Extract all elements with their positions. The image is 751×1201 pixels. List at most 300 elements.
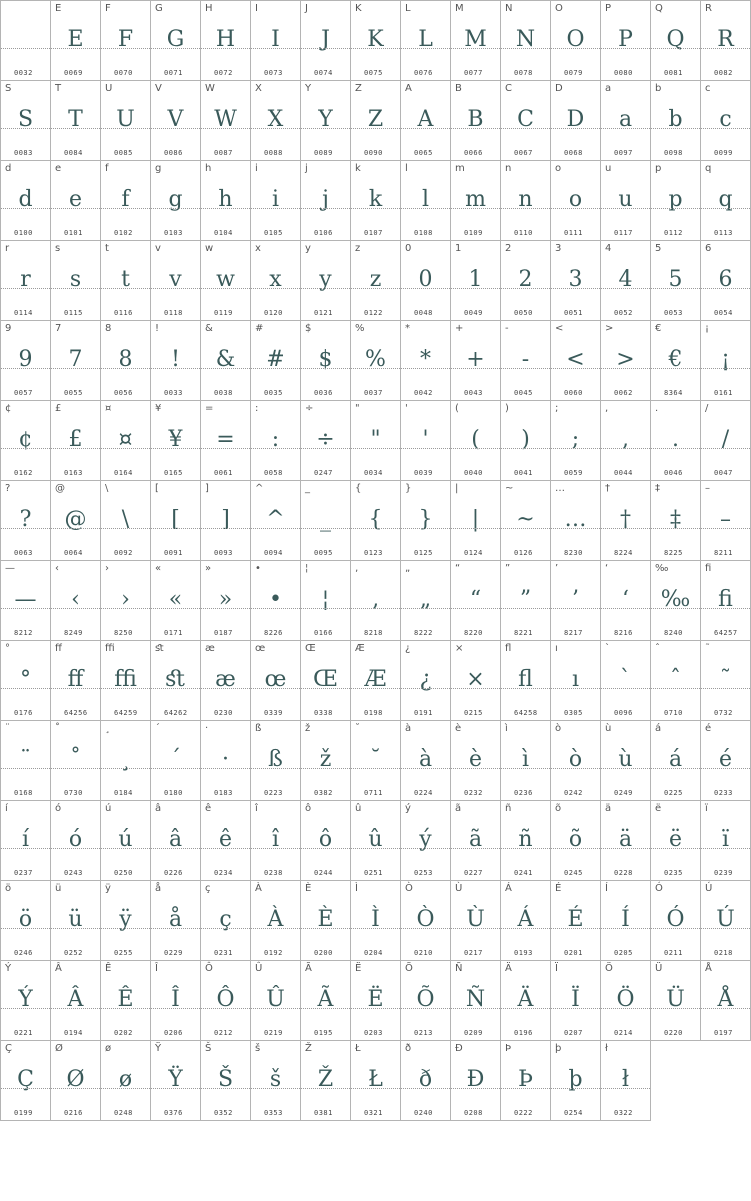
baseline-guide <box>601 928 650 929</box>
baseline-guide <box>651 848 700 849</box>
glyph-code: 0242 <box>564 789 583 797</box>
glyph-label: æ <box>205 643 215 654</box>
glyph-code: 0214 <box>614 1029 633 1037</box>
glyph-label: o <box>555 163 562 174</box>
glyph-cell <box>651 481 701 561</box>
glyph-label: e <box>55 163 62 174</box>
baseline-guide <box>51 608 100 609</box>
glyph-code: 0115 <box>64 309 83 317</box>
glyph-sample: Ÿ <box>168 1067 183 1092</box>
glyph-sample: ï <box>721 827 730 852</box>
glyph-label: E <box>55 3 62 14</box>
glyph-label: ‡ <box>655 483 660 494</box>
baseline-guide <box>51 1088 100 1089</box>
baseline-guide <box>551 848 600 849</box>
glyph-cell <box>201 561 251 641</box>
glyph-cell <box>451 481 501 561</box>
baseline-guide <box>101 848 150 849</box>
glyph-cell <box>701 721 751 801</box>
glyph-sample: ò <box>568 747 583 772</box>
glyph-sample: š <box>269 1067 282 1092</box>
baseline-guide <box>101 928 150 929</box>
glyph-code: 0106 <box>314 229 333 237</box>
glyph-sample: S <box>17 107 34 132</box>
glyph-code: 0083 <box>14 149 33 157</box>
glyph-label: f <box>105 163 109 174</box>
glyph-code: 0184 <box>114 789 133 797</box>
glyph-sample: h <box>218 187 233 212</box>
glyph-cell <box>51 1 101 81</box>
glyph-cell <box>601 881 651 961</box>
glyph-code: 0195 <box>314 1029 333 1037</box>
glyph-cell <box>451 1 501 81</box>
glyph-code: 0078 <box>514 69 533 77</box>
glyph-label: õ <box>555 803 562 814</box>
glyph-cell <box>551 1041 601 1121</box>
glyph-sample: ø <box>118 1067 133 1092</box>
glyph-sample: æ <box>215 667 236 692</box>
glyph-label: h <box>205 163 212 174</box>
glyph-sample: Ž <box>317 1067 334 1092</box>
glyph-code: 8216 <box>614 629 633 637</box>
glyph-label: S <box>5 83 12 94</box>
baseline-guide <box>551 688 600 689</box>
baseline-guide <box>201 688 250 689</box>
baseline-guide <box>201 608 250 609</box>
glyph-label: É <box>555 883 562 894</box>
glyph-sample: X <box>267 107 284 132</box>
glyph-sample: e <box>68 187 83 212</box>
glyph-sample: l <box>421 187 430 212</box>
glyph-cell <box>1 801 51 881</box>
glyph-label: + <box>455 323 464 334</box>
glyph-code: 0191 <box>414 709 433 717</box>
glyph-sample: u <box>618 187 633 212</box>
glyph-label: Á <box>505 883 512 894</box>
glyph-sample: A <box>417 107 434 132</box>
baseline-guide <box>51 768 100 769</box>
glyph-label: # <box>255 323 264 334</box>
baseline-guide <box>51 368 100 369</box>
glyph-code: 0165 <box>164 469 183 477</box>
baseline-guide <box>501 48 550 49</box>
glyph-code: 0077 <box>464 69 483 77</box>
baseline-guide <box>501 928 550 929</box>
glyph-code: 0376 <box>164 1109 183 1117</box>
baseline-guide <box>601 48 650 49</box>
glyph-sample: H <box>215 27 236 52</box>
baseline-guide <box>151 368 200 369</box>
baseline-guide <box>351 608 400 609</box>
baseline-guide <box>51 848 100 849</box>
baseline-guide <box>401 608 450 609</box>
glyph-label: ç <box>205 883 211 894</box>
glyph-sample: d <box>18 187 33 212</box>
glyph-sample: ’ <box>572 587 579 612</box>
glyph-cell <box>301 881 351 961</box>
glyph-cell <box>451 961 501 1041</box>
glyph-label: % <box>355 323 365 334</box>
glyph-label: Õ <box>405 963 413 974</box>
glyph-sample: Ê <box>117 987 134 1012</box>
glyph-label: 0 <box>405 243 412 254</box>
baseline-guide <box>701 528 750 529</box>
glyph-code: 0236 <box>514 789 533 797</box>
glyph-sample: ä <box>618 827 633 852</box>
glyph-code: 0205 <box>614 949 633 957</box>
glyph-code: 0199 <box>14 1109 33 1117</box>
glyph-code: 8218 <box>364 629 383 637</box>
glyph-sample: · <box>222 747 229 772</box>
glyph-sample: [ <box>171 507 180 532</box>
glyph-label: ¸ <box>105 723 110 734</box>
glyph-cell <box>1 641 51 721</box>
glyph-code: 0057 <box>14 389 33 397</box>
glyph-label: ^ <box>255 483 264 494</box>
glyph-sample: — <box>14 587 37 612</box>
glyph-code: 64257 <box>714 629 738 637</box>
glyph-code: 0114 <box>14 309 33 317</box>
glyph-code: 0088 <box>264 149 283 157</box>
glyph-cell <box>451 321 501 401</box>
glyph-sample: Z <box>367 107 384 132</box>
glyph-cell <box>201 721 251 801</box>
baseline-guide <box>701 208 750 209</box>
glyph-code: 0194 <box>64 1029 83 1037</box>
glyph-cell <box>251 721 301 801</box>
baseline-guide <box>251 928 300 929</box>
glyph-cell <box>601 161 651 241</box>
glyph-cell <box>101 401 151 481</box>
glyph-label: = <box>205 403 214 414</box>
glyph-sample: R <box>717 27 734 52</box>
glyph-label: † <box>605 483 610 494</box>
glyph-cell <box>501 641 551 721</box>
baseline-guide <box>551 128 600 129</box>
glyph-cell <box>151 961 201 1041</box>
glyph-code: 0252 <box>64 949 83 957</box>
glyph-sample: w <box>216 267 235 292</box>
glyph-code: 0125 <box>414 549 433 557</box>
glyph-code: 8225 <box>664 549 683 557</box>
glyph-sample: Æ <box>364 667 387 692</box>
baseline-guide <box>1 928 50 929</box>
glyph-cell <box>601 641 651 721</box>
glyph-cell <box>51 401 101 481</box>
baseline-guide <box>651 48 700 49</box>
glyph-sample: Õ <box>416 987 435 1012</box>
glyph-sample: } <box>418 507 433 532</box>
glyph-code: 0038 <box>214 389 233 397</box>
baseline-guide <box>351 848 400 849</box>
glyph-sample: ë <box>668 827 683 852</box>
glyph-code: 0072 <box>214 69 233 77</box>
glyph-code: 0200 <box>314 949 333 957</box>
glyph-cell <box>201 481 251 561</box>
glyph-sample: Ò <box>416 907 435 932</box>
glyph-cell <box>51 721 101 801</box>
glyph-label: å <box>155 883 162 894</box>
glyph-cell <box>201 961 251 1041</box>
baseline-guide <box>151 768 200 769</box>
glyph-code: 0180 <box>164 789 183 797</box>
glyph-label: B <box>455 83 462 94</box>
baseline-guide <box>601 368 650 369</box>
baseline-guide <box>501 128 550 129</box>
glyph-cell <box>651 401 701 481</box>
glyph-code: 0224 <box>414 789 433 797</box>
glyph-code: 0171 <box>164 629 183 637</box>
glyph-label: t <box>105 243 109 254</box>
glyph-code: 0216 <box>64 1109 83 1117</box>
glyph-cell <box>551 321 601 401</box>
glyph-cell <box>451 721 501 801</box>
glyph-label: Q <box>655 3 663 14</box>
glyph-cell <box>701 321 751 401</box>
glyph-sample: M <box>464 27 487 52</box>
baseline-guide <box>351 448 400 449</box>
glyph-cell <box>301 321 351 401</box>
baseline-guide <box>601 768 650 769</box>
glyph-code: 0229 <box>164 949 183 957</box>
glyph-label: ˚ <box>55 723 60 734</box>
glyph-code: 0071 <box>164 69 183 77</box>
glyph-code: 0121 <box>314 309 333 317</box>
glyph-cell <box>251 481 301 561</box>
glyph-cell <box>551 1 601 81</box>
glyph-label: Î <box>155 963 158 974</box>
baseline-guide <box>501 1008 550 1009</box>
glyph-label: X <box>255 83 262 94</box>
baseline-guide <box>401 288 450 289</box>
glyph-cell <box>501 801 551 881</box>
glyph-cell <box>601 801 651 881</box>
glyph-label: ﬃ <box>105 643 115 654</box>
glyph-code: 0220 <box>664 1029 683 1037</box>
glyph-label: ë <box>655 803 662 814</box>
baseline-guide <box>451 928 500 929</box>
glyph-cell <box>251 881 301 961</box>
glyph-code: 0065 <box>414 149 433 157</box>
glyph-cell <box>601 401 651 481</box>
glyph-sample: ‘ <box>622 587 629 612</box>
glyph-cell <box>351 1041 401 1121</box>
glyph-code: 0122 <box>364 309 383 317</box>
glyph-label: d <box>5 163 12 174</box>
glyph-cell <box>401 1 451 81</box>
glyph-cell <box>551 801 601 881</box>
glyph-code: 0352 <box>214 1109 233 1117</box>
glyph-sample: J <box>321 27 330 52</box>
glyph-sample: £ <box>68 427 83 452</box>
glyph-cell <box>501 241 551 321</box>
baseline-guide <box>651 928 700 929</box>
glyph-sample: ` <box>620 667 631 692</box>
baseline-guide <box>651 688 700 689</box>
glyph-cell <box>151 161 201 241</box>
glyph-label: Í <box>605 883 608 894</box>
glyph-sample: ﬀ <box>67 667 84 692</box>
glyph-label: 6 <box>705 243 712 254</box>
glyph-label: · <box>205 723 209 734</box>
baseline-guide <box>651 1008 700 1009</box>
glyph-label: ‰ <box>655 563 669 574</box>
glyph-sample: Ï <box>571 987 580 1012</box>
glyph-cell <box>1 961 51 1041</box>
glyph-cell <box>401 321 451 401</box>
baseline-guide <box>451 208 500 209</box>
glyph-label: m <box>455 163 465 174</box>
baseline-guide <box>201 368 250 369</box>
glyph-label: 2 <box>505 243 512 254</box>
glyph-cell <box>351 641 401 721</box>
baseline-guide <box>501 448 550 449</box>
glyph-cell <box>301 241 351 321</box>
glyph-code: 64259 <box>114 709 138 717</box>
glyph-label: þ <box>555 1043 562 1054</box>
glyph-code: 0045 <box>514 389 533 397</box>
glyph-label: K <box>355 3 362 14</box>
glyph-code: 0321 <box>364 1109 383 1117</box>
glyph-cell <box>401 1041 451 1121</box>
baseline-guide <box>501 1088 550 1089</box>
glyph-code: 0091 <box>164 549 183 557</box>
baseline-guide <box>601 1008 650 1009</box>
baseline-guide <box>701 368 750 369</box>
glyph-cell <box>651 161 701 241</box>
glyph-cell <box>401 961 451 1041</box>
glyph-cell <box>301 81 351 161</box>
baseline-guide <box>351 48 400 49</box>
glyph-sample: Ë <box>367 987 384 1012</box>
glyph-sample: - <box>521 347 530 372</box>
baseline-guide <box>501 608 550 609</box>
glyph-sample: ” <box>519 587 532 612</box>
glyph-cell <box>51 561 101 641</box>
glyph-sample: ﬆ <box>165 667 186 692</box>
glyph-sample: \ <box>121 507 130 532</box>
glyph-sample: x <box>269 267 282 292</box>
glyph-code: 0234 <box>214 869 233 877</box>
glyph-code: 0210 <box>414 949 433 957</box>
glyph-label: Y <box>305 83 312 94</box>
glyph-cell <box>551 81 601 161</box>
glyph-sample: Š <box>217 1067 234 1092</box>
baseline-guide <box>551 928 600 929</box>
baseline-guide <box>201 528 250 529</box>
glyph-label: ° <box>5 643 10 654</box>
glyph-label: 8 <box>105 323 112 334</box>
glyph-cell <box>301 561 351 641</box>
baseline-guide <box>201 288 250 289</box>
glyph-sample: # <box>266 347 285 372</box>
baseline-guide <box>351 928 400 929</box>
glyph-code: 0032 <box>14 69 33 77</box>
baseline-guide <box>1 848 50 849</box>
glyph-label: ó <box>55 803 62 814</box>
baseline-guide <box>151 448 200 449</box>
glyph-cell <box>1 481 51 561</box>
glyph-code: 0192 <box>264 949 283 957</box>
glyph-label: ž <box>305 723 311 734</box>
glyph-code: 0226 <box>164 869 183 877</box>
glyph-code: 0207 <box>564 1029 583 1037</box>
glyph-code: 0111 <box>564 229 583 237</box>
glyph-label: < <box>555 323 564 334</box>
glyph-code: 0068 <box>564 149 583 157</box>
glyph-label: » <box>205 563 212 574</box>
glyph-label: œ <box>255 643 266 654</box>
glyph-label: r <box>5 243 10 254</box>
glyph-sample: À <box>267 907 284 932</box>
glyph-code: 8364 <box>664 389 683 397</box>
glyph-code: 0206 <box>164 1029 183 1037</box>
glyph-label: ˆ <box>655 643 660 654</box>
glyph-code: 0237 <box>14 869 33 877</box>
baseline-guide <box>1 128 50 129</box>
baseline-guide <box>51 208 100 209</box>
glyph-code: 0041 <box>514 469 533 477</box>
glyph-code: 0243 <box>64 869 83 877</box>
glyph-label: Ì <box>355 883 358 894</box>
baseline-guide <box>551 768 600 769</box>
baseline-guide <box>501 688 550 689</box>
glyph-cell <box>101 1041 151 1121</box>
glyph-sample: ? <box>19 507 32 532</box>
glyph-label: ~ <box>505 483 514 494</box>
glyph-sample: { <box>368 507 383 532</box>
glyph-label: “ <box>455 563 461 574</box>
glyph-label: Š <box>205 1043 212 1054</box>
glyph-sample: V <box>167 107 184 132</box>
glyph-sample: ó <box>68 827 83 852</box>
glyph-cell <box>101 641 151 721</box>
glyph-label: J <box>305 3 308 14</box>
glyph-cell <box>401 641 451 721</box>
glyph-sample: ç <box>219 907 232 932</box>
baseline-guide <box>151 1088 200 1089</box>
glyph-code: 0248 <box>114 1109 133 1117</box>
baseline-guide <box>1 368 50 369</box>
glyph-code: 0202 <box>114 1029 133 1037</box>
glyph-code: 0241 <box>514 869 533 877</box>
glyph-code: 0054 <box>714 309 733 317</box>
baseline-guide <box>51 528 100 529</box>
glyph-sample: ﬂ <box>518 667 533 692</box>
glyph-sample: É <box>567 907 584 932</box>
glyph-sample: + <box>466 347 485 372</box>
glyph-label: Ú <box>705 883 713 894</box>
glyph-sample: ú <box>118 827 133 852</box>
baseline-guide <box>301 768 350 769</box>
glyph-sample: $ <box>318 347 333 372</box>
baseline-guide <box>151 528 200 529</box>
glyph-code: 0168 <box>14 789 33 797</box>
glyph-label: Ž <box>305 1043 312 1054</box>
glyph-code: 0117 <box>614 229 633 237</box>
glyph-label: M <box>455 3 464 14</box>
glyph-label: ‚ <box>355 563 359 574</box>
glyph-cell <box>501 81 551 161</box>
glyph-label: è <box>455 723 462 734</box>
glyph-cell <box>501 161 551 241</box>
glyph-sample: ¦ <box>321 587 330 612</box>
baseline-guide <box>51 288 100 289</box>
glyph-sample: « <box>168 587 183 612</box>
baseline-guide <box>651 768 700 769</box>
baseline-guide <box>651 608 700 609</box>
baseline-guide <box>401 128 450 129</box>
